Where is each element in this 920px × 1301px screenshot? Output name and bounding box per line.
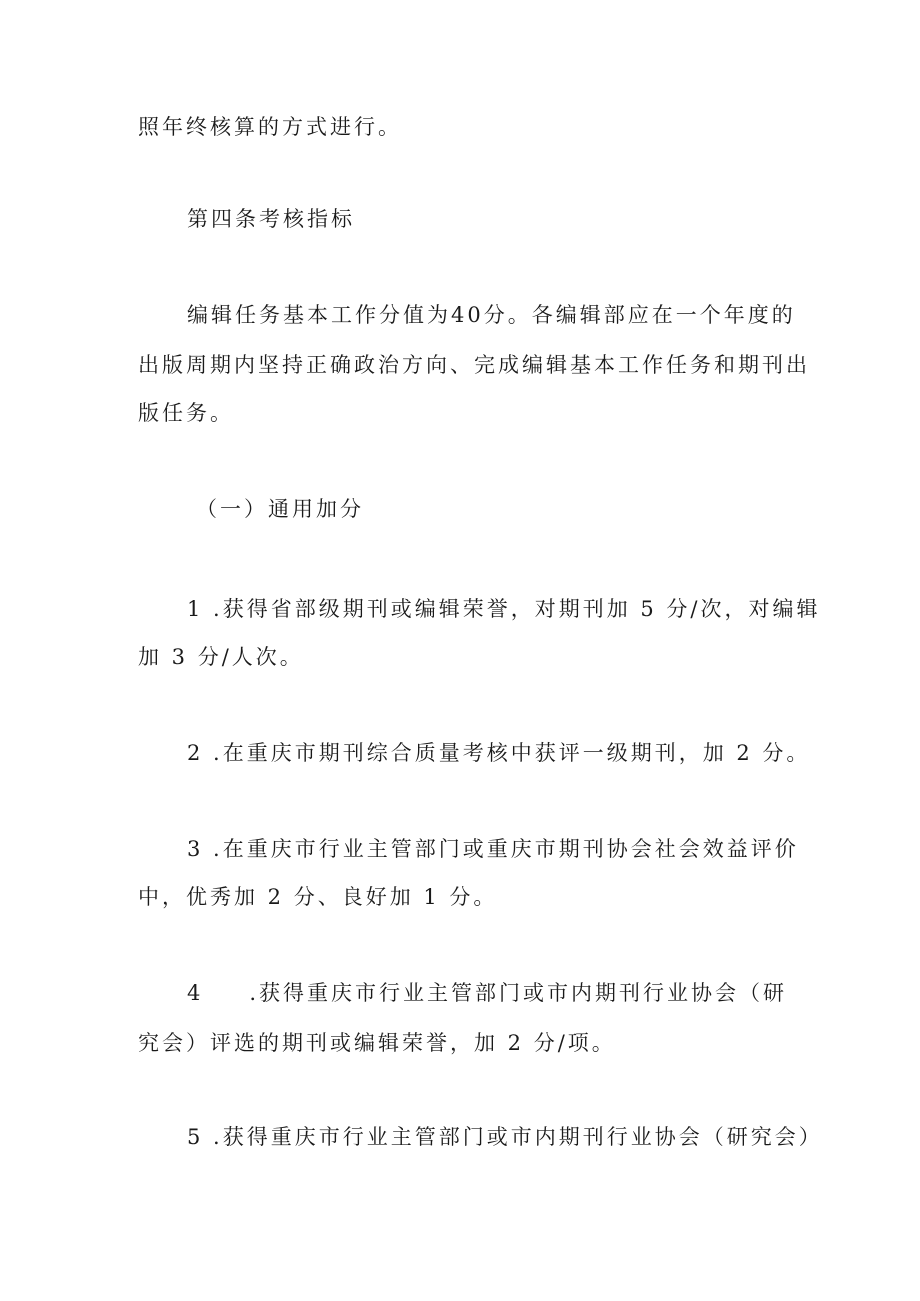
list-item-line: 3 .在重庆市行业主管部门或重庆市期刊协会社会效益评价 bbox=[187, 837, 799, 861]
list-item-line: 中，优秀加 2 分、良好加 1 分。 bbox=[138, 885, 498, 909]
paragraph-line: 编辑任务基本工作分值为40分。各编辑部应在一个年度的 bbox=[187, 303, 796, 327]
section-heading: （一）通用加分 bbox=[196, 497, 364, 521]
paragraph-line: 出版周期内坚持正确政治方向、完成编辑基本工作任务和期刊出 bbox=[138, 353, 810, 377]
list-item-line bbox=[187, 978, 787, 1008]
paragraph-line: 照年终核算的方式进行。 bbox=[138, 115, 402, 139]
list-item-line: 究会）评选的期刊或编辑荣誉，加 2 分/项。 bbox=[138, 1031, 616, 1055]
list-item-text: .获得重庆市行业主管部门或市内期刊行业协会（研 bbox=[249, 981, 788, 1005]
list-item-line: 2 .在重庆市期刊综合质量考核中获评一级期刊，加 2 分。 bbox=[187, 741, 811, 765]
list-item-line: 5 .获得重庆市行业主管部门或市内期刊行业协会（研究会） bbox=[187, 1125, 823, 1149]
article-heading: 第四条考核指标 bbox=[187, 207, 355, 231]
paragraph-line: 版任务。 bbox=[138, 401, 234, 425]
list-item-line: 加 3 分/人次。 bbox=[138, 645, 304, 669]
list-item-line: 1 .获得省部级期刊或编辑荣誉，对期刊加 5 分/次，对编辑 bbox=[187, 597, 821, 621]
list-item-number: 4 bbox=[187, 981, 204, 1005]
